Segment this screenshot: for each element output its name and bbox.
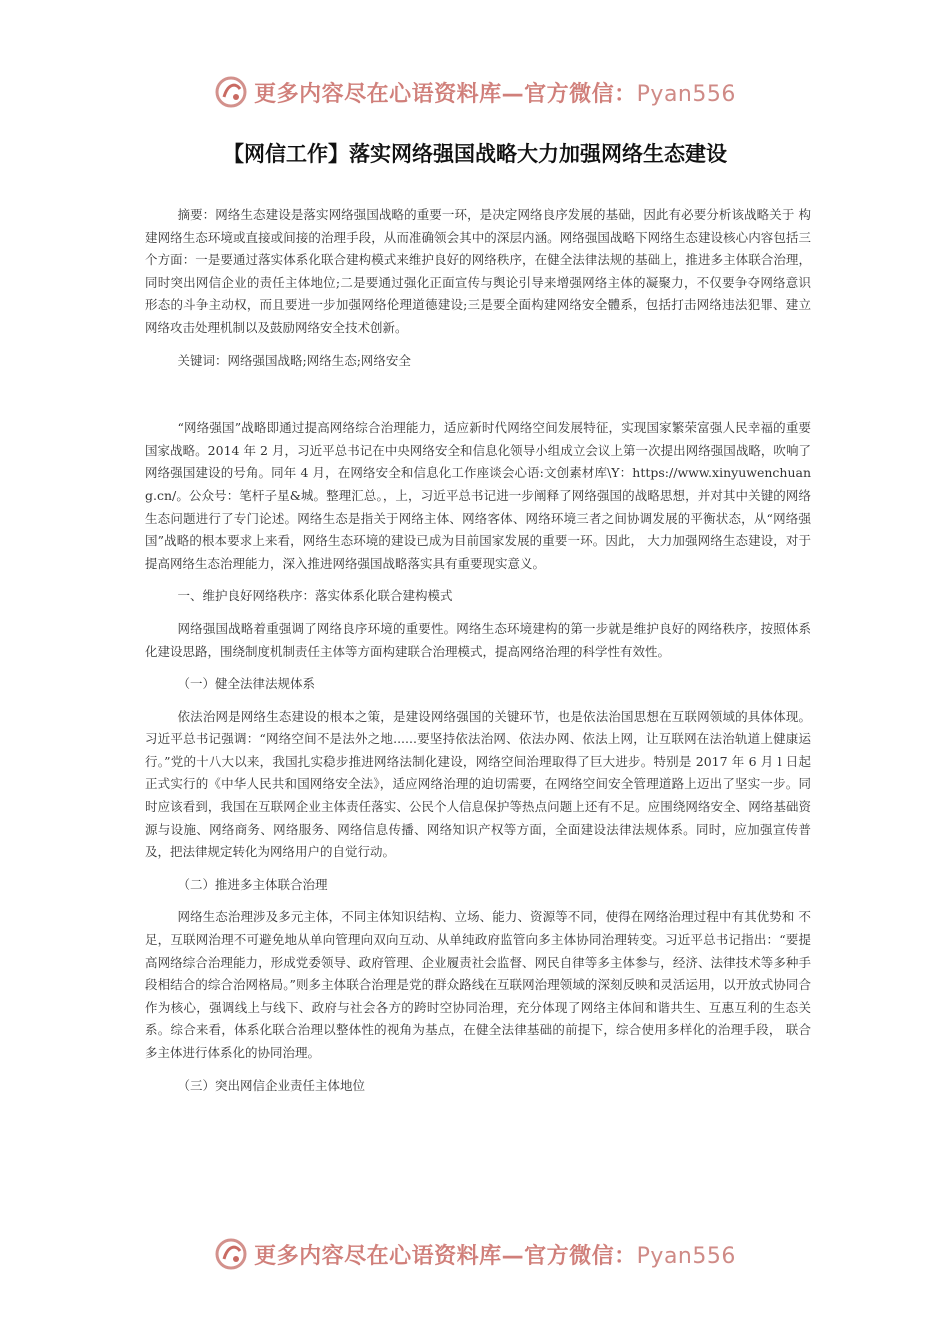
header-banner xyxy=(0,70,950,114)
subsection-2-heading: （二）推进多主体联合治理 xyxy=(177,876,328,892)
subsection-2-paragraph: 网络生态治理涉及多元主体，不同主体知识结构、立场、能力、资源等不同，使得在网络治理过程中有其优势和 不足，互联网治理不可避免地从单向管理向双向互动、从单纯政府监管向多主体协同治理转变。习近平总书记指出：“要提高网络综合治理能力，形成党委领导、政府管理、企业履责社会监督、网民自律等多主体参与，经济、法律技术等多种手段相结合的综合治网格局。”则多主体联合治理是党的群众路线在互联网治理领域的深刻反映和灵活运用，以开放式协同合作为核心，强调线上与线下、政府与社会各方的跨时空协同治理，充分体现了网络主体间和谐共生、互惠互利的生态关系。综合来看，体系化联合治理以整体性的视角为基点，在健全法律基础的前提下，综合使用多样化的治理手段， 联合多主体进行体系化的协同治理。 xyxy=(145,909,811,1060)
banner-text: 更多内容尽在心语资料库—官方微信：Pyan556 xyxy=(254,1243,736,1269)
subsection-3-heading: （三）突出网信企业责任主体地位 xyxy=(177,1077,366,1093)
section-1-paragraph: 网络强国战略着重强调了网络良序环境的重要性。网络生态环境建构的第一步就是维护良好的网络秩序，按照体系化建设思路，围绕制度机制责任主体等方面构建联合治理模式，提高网络治理的科学性有效性。 xyxy=(145,620,811,659)
footer-banner xyxy=(0,1232,950,1276)
banner-text: 更多内容尽在心语资料库—官方微信：Pyan556 xyxy=(254,81,736,107)
subsection-1-heading: （一）健全法律法规体系 xyxy=(177,676,316,692)
subsection-1-paragraph: 依法治网是网络生态建设的根本之策，是建设网络强国的关键环节，也是依法治国思想在互联网领域的具体体现。习近平总书记强调：“网络空间不是法外之地......要坚持依法治网、依法办网、依法上网，让互联网在法治轨道上健康运行。”党的十八大以来，我国扎实稳步推进网络法制化建设，网络空间治理取得了巨大进步。特别是 2017 年 6 月 l 日起正式实行的《中华人民共和国网络安全法》，适应网络治理的迫切需要，在网络空间安全管理道路上迈出了坚实一步。同时应该看到，我国在互联网企业主体责任落实、公民个人信息保护等热点问题上还有不足。应围绕网络安全、网络基础资源与设施、网络商务、网络服务、网络信息传播、网络知识产权等方面，全面建设法律法规体系。同时，应加强宣传普及，把法律规定转化为网络用户的自觉行动。 xyxy=(145,708,811,860)
brand-logo-icon xyxy=(214,75,248,109)
intro-paragraph: “网络强国”战略即通过提高网络综合治理能力，适应新时代网络空间发展特征，实现国家繁荣富强人民幸福的重要国家战略。2014 年 2 月，习近平总书记在中央网络安全和信息化领导小组成立会议上第一次提出网络强国战略，吹响了网络强国建设的号角。同年 4 月，在网络安全和信息化工作座谈会心语:文创素材库\Y：https://www.xinyuwenchuang.cn/。公众号：笔杆子星&城。整理汇总。，上，习近平总书记进一步阐释了网络强国的战略思想，并对其中关键的网络生态问题进行了专门论述。网络生态是指关于网络主体、网络客体、网络环境三者之间协调发展的平衡状态，从“网络强国”战略的根本要求上来看，网络生态环境的建设已成为目前国家发展的重要一环。因此， 大力加强网络生态建设，对于提高网络生态治理能力，深入推进网络强国战略落实具有重要现实意义。 xyxy=(145,420,811,571)
document-body xyxy=(145,204,811,1097)
section-1-heading: 一、维护良好网络秩序：落实体系化联合建构模式 xyxy=(177,588,453,604)
brand-logo-icon xyxy=(214,1237,248,1271)
keywords-line: 关键词：网络强国战略;网络生态;网络安全 xyxy=(177,352,411,368)
abstract-paragraph: 摘要：网络生态建设是落实网络强国战略的重要一环，是决定网络良序发展的基础，因此有必要分析该战略关于 构建网络生态环境或直接或间接的治理手段，从而准确领会其中的深层内涵。网络强国战略下网络生态建设核心内容包括三个方面：一是要通过落实体系化联合建构模式来维护良好的网络秩序，在健全法律法规的基础上，推进多主体联合治理，同时突出网信企业的责任主体地位;二是要通过强化正面宣传与舆论引导来增强网络主体的凝聚力，不仅要争夺网络意识形态的斗争主动权，而且要进一步加强网络伦理道德建设;三是要全面构建网络安全體系，包括打击网络违法犯罪、建立网络攻击处理机制以及鼓励网络安全技术创新。 xyxy=(145,207,811,335)
document-title: 【网信工作】落实网络强国战略大力加强网络生态建设 xyxy=(223,142,727,166)
